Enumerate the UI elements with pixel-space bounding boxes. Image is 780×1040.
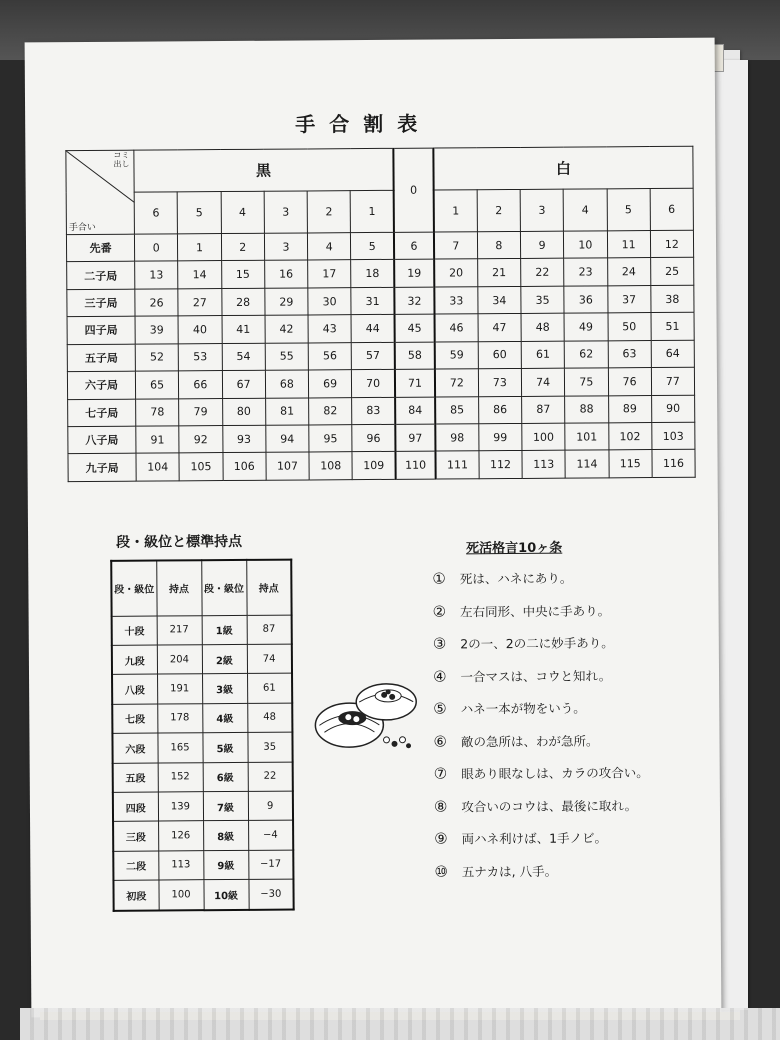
points-cell: −4 — [248, 820, 293, 850]
handicap-cell: 55 — [265, 343, 308, 371]
handicap-cell: 20 — [434, 259, 477, 287]
table-row — [112, 673, 292, 704]
table-row — [68, 422, 695, 454]
table-row — [112, 615, 292, 646]
points-cell: 9 — [248, 791, 293, 821]
handicap-cell: 42 — [265, 315, 308, 343]
handicap-cell: 45 — [395, 314, 435, 342]
points-cell: 139 — [158, 792, 203, 822]
list-item — [434, 861, 557, 880]
handicap-cell: 35 — [521, 286, 564, 314]
proverb-number: ④ — [432, 666, 447, 686]
ranks-title: 段・級位と標準持点 — [116, 533, 243, 551]
white-header: 白 — [433, 146, 693, 190]
handicap-cell: 104 — [136, 453, 179, 481]
list-item — [433, 699, 586, 718]
points-cell: 87 — [247, 615, 292, 645]
handicap-cell: 2 — [221, 233, 264, 261]
proverb-text: 両ハネ利けば、1手ノビ。 — [461, 830, 608, 847]
handicap-cell: 62 — [564, 341, 607, 369]
table-row — [113, 791, 293, 822]
handicap-cell: 84 — [395, 397, 435, 425]
table-row — [67, 367, 694, 399]
handicap-cell: 65 — [135, 371, 178, 399]
handicap-cell: 60 — [478, 341, 521, 369]
handicap-cell: 9 — [520, 231, 563, 259]
handicap-cell: 54 — [222, 343, 265, 371]
handicap-cell: 19 — [394, 259, 434, 287]
rank-cell: 1級 — [202, 615, 247, 645]
handicap-cell: 1 — [178, 234, 221, 262]
rank-cell: 八段 — [112, 674, 157, 704]
proverb-text: 左右同形、中央に手あり。 — [459, 602, 611, 619]
handicap-cell: 95 — [309, 425, 352, 453]
handicap-cell: 66 — [179, 371, 222, 399]
handicap-cell: 59 — [435, 341, 478, 369]
proverb-text: 五ナカは, 八手。 — [461, 863, 558, 879]
proverb-number: ⑩ — [434, 861, 448, 881]
rank-cell: 九段 — [112, 645, 157, 675]
handicap-row-label: 五子局 — [67, 344, 135, 372]
handicap-cell: 40 — [178, 316, 221, 344]
rank-cell: 三段 — [113, 821, 158, 851]
handicap-cell: 71 — [395, 369, 435, 397]
points-cell: 48 — [247, 703, 292, 733]
rank-cell: 3級 — [202, 674, 247, 704]
table-corner-cell — [66, 150, 135, 234]
points-cell: −17 — [248, 850, 293, 880]
table-row — [66, 230, 693, 262]
table-row — [113, 850, 293, 881]
handicap-cell: 46 — [435, 314, 478, 342]
table-row — [68, 395, 695, 427]
handicap-cell: 18 — [351, 260, 394, 288]
handicap-cell: 4 — [307, 233, 350, 261]
handicap-cell: 102 — [608, 423, 651, 451]
handicap-cell: 31 — [351, 287, 394, 315]
handicap-cell: 21 — [477, 259, 520, 287]
proverb-text: ハネ一本が物をいう。 — [460, 700, 586, 717]
table-row — [67, 258, 694, 290]
rank-cell: 初段 — [113, 880, 158, 911]
black-komi-col-header: 4 — [221, 191, 265, 233]
handicap-cell: 78 — [136, 398, 179, 426]
handicap-cell: 83 — [352, 397, 395, 425]
rank-cell: 五段 — [113, 763, 158, 793]
rank-cell: 2級 — [202, 644, 247, 674]
points-cell: 100 — [158, 880, 203, 911]
handicap-cell: 13 — [135, 261, 178, 289]
handicap-cell: 75 — [565, 368, 608, 396]
handicap-cell: 109 — [352, 452, 395, 480]
handicap-cell: 77 — [651, 367, 694, 395]
list-item — [434, 796, 637, 815]
rank-cell: 六段 — [112, 733, 157, 763]
handicap-cell: 17 — [308, 260, 351, 288]
handicap-cell: 94 — [266, 425, 309, 453]
rank-cell: 七段 — [112, 704, 157, 734]
handicap-row-label: 六子局 — [67, 371, 135, 399]
table-row — [113, 879, 293, 911]
points-cell: 74 — [247, 644, 292, 674]
list-item — [433, 601, 611, 620]
handicap-table — [65, 146, 695, 482]
white-komi-col-header: 4 — [563, 189, 607, 231]
points-cell: 217 — [157, 615, 202, 645]
handicap-cell: 28 — [221, 288, 264, 316]
points-cell: 113 — [158, 850, 203, 880]
white-komi-col-header: 3 — [520, 189, 564, 231]
handicap-cell: 100 — [522, 423, 565, 451]
handicap-cell: 107 — [266, 452, 309, 480]
list-item — [433, 731, 598, 750]
handicap-cell: 64 — [651, 340, 694, 368]
handicap-cell: 27 — [178, 288, 221, 316]
table-row — [113, 762, 293, 793]
handicap-cell: 116 — [652, 450, 695, 478]
go-stone-bowls-illustration — [304, 670, 425, 761]
corner-teai-label: 手合い — [68, 222, 96, 234]
handicap-cell: 29 — [265, 288, 308, 316]
handicap-cell: 87 — [522, 396, 565, 424]
handicap-row-label: 七子局 — [68, 399, 136, 427]
page-title: 手合割表 — [295, 111, 432, 137]
proverb-text: 死は、ハネにあり。 — [459, 570, 573, 587]
rank-cell: 十段 — [112, 616, 157, 646]
handicap-row-label: 九子局 — [68, 454, 136, 482]
black-komi-col-header: 2 — [307, 191, 351, 233]
handicap-cell: 10 — [564, 231, 607, 259]
document-page — [25, 38, 722, 1018]
handicap-cell: 111 — [435, 451, 478, 479]
list-item — [433, 633, 614, 652]
proverb-text: 2の一、2の二に妙手あり。 — [460, 635, 614, 652]
white-komi-col-header: 6 — [650, 188, 694, 230]
points-cell: 152 — [158, 762, 203, 792]
handicap-cell: 81 — [265, 398, 308, 426]
points-cell: 191 — [157, 674, 202, 704]
black-header: 黒 — [134, 148, 394, 192]
rank-cell: 四段 — [113, 792, 158, 822]
handicap-cell: 44 — [351, 315, 394, 343]
rank-cell: 10級 — [203, 880, 248, 911]
handicap-cell: 73 — [478, 369, 521, 397]
proverb-text: 攻合いのコウは、最後に取れ。 — [461, 797, 638, 814]
handicap-cell: 48 — [521, 313, 564, 341]
black-komi-col-header: 5 — [177, 192, 221, 234]
handicap-cell: 88 — [565, 395, 608, 423]
handicap-row-label: 八子局 — [68, 426, 136, 454]
handicap-cell: 32 — [394, 287, 434, 315]
handicap-cell: 105 — [179, 453, 222, 481]
rank-cell: 7級 — [203, 791, 248, 821]
handicap-cell: 25 — [650, 258, 693, 286]
handicap-cell: 0 — [134, 234, 177, 262]
rank-cell: 6級 — [203, 762, 248, 792]
white-komi-col-header: 5 — [607, 189, 651, 231]
handicap-cell: 112 — [479, 451, 522, 479]
handicap-cell: 106 — [222, 453, 265, 481]
table-row — [112, 703, 292, 734]
handicap-cell: 16 — [264, 260, 307, 288]
list-item — [433, 666, 611, 685]
rank-cell: 4級 — [202, 703, 247, 733]
corner-komi-label: コミ 出し — [113, 150, 130, 169]
handicap-cell: 23 — [564, 258, 607, 286]
handicap-cell: 96 — [352, 424, 395, 452]
handicap-cell: 115 — [608, 450, 651, 478]
proverb-number: ⑧ — [433, 796, 448, 816]
handicap-cell: 37 — [607, 285, 650, 313]
handicap-cell: 34 — [478, 286, 521, 314]
handicap-cell: 70 — [352, 369, 395, 397]
points-cell: 22 — [248, 762, 293, 792]
proverb-number: ⑨ — [434, 829, 448, 848]
ranks-header-rank: 段・級位 — [111, 561, 156, 616]
black-komi-col-header: 1 — [350, 190, 394, 232]
handicap-cell: 6 — [394, 232, 434, 260]
points-cell: 61 — [247, 673, 292, 703]
handicap-cell: 11 — [607, 231, 650, 259]
list-item — [434, 828, 607, 847]
handicap-cell: 50 — [608, 313, 651, 341]
handicap-cell: 110 — [395, 452, 435, 480]
handicap-cell: 33 — [434, 287, 477, 315]
proverb-number: ② — [432, 601, 447, 621]
table-row — [112, 644, 292, 675]
rank-cell: 8級 — [203, 821, 248, 851]
black-komi-col-header: 6 — [134, 192, 178, 234]
points-cell: 126 — [158, 821, 203, 851]
ranks-header-points: 持点 — [246, 560, 291, 615]
handicap-cell: 101 — [565, 423, 608, 451]
handicap-row-label: 先番 — [66, 234, 134, 262]
ranks-table — [110, 559, 294, 912]
proverb-text: 敵の急所は、わが急所。 — [460, 732, 599, 749]
handicap-cell: 114 — [565, 450, 608, 478]
handicap-cell: 97 — [395, 424, 435, 452]
table-row — [112, 732, 292, 763]
handicap-cell: 53 — [178, 343, 221, 371]
proverb-number: ⑦ — [433, 764, 448, 783]
zero-column-header: 0 — [393, 148, 434, 232]
proverb-number: ⑥ — [433, 731, 448, 751]
points-cell: 178 — [157, 703, 202, 733]
handicap-cell: 113 — [522, 451, 565, 479]
list-item — [432, 569, 572, 588]
list-item — [434, 763, 649, 783]
handicap-cell: 67 — [222, 370, 265, 398]
handicap-cell: 56 — [308, 342, 351, 370]
handicap-cell: 3 — [264, 233, 307, 261]
handicap-cell: 26 — [135, 289, 178, 317]
proverb-number: ⑤ — [433, 699, 447, 718]
handicap-cell: 22 — [521, 259, 564, 287]
handicap-cell: 72 — [435, 369, 478, 397]
handicap-cell: 61 — [521, 341, 564, 369]
handicap-cell: 89 — [608, 395, 651, 423]
proverb-text: 眼あり眼なしは、カラの攻合い。 — [461, 765, 649, 782]
handicap-cell: 41 — [222, 316, 265, 344]
handicap-cell: 69 — [308, 370, 351, 398]
points-cell: −30 — [248, 879, 293, 910]
points-cell: 204 — [157, 645, 202, 675]
handicap-cell: 76 — [608, 368, 651, 396]
handicap-row-label: 二子局 — [67, 262, 135, 290]
plastic-sleeve-edge — [20, 1008, 780, 1040]
handicap-cell: 15 — [221, 261, 264, 289]
handicap-cell: 57 — [351, 342, 394, 370]
handicap-cell: 12 — [650, 230, 693, 258]
handicap-cell: 79 — [179, 398, 222, 426]
points-cell: 165 — [157, 733, 202, 763]
handicap-cell: 85 — [435, 396, 478, 424]
black-komi-col-header: 3 — [264, 191, 308, 233]
handicap-cell: 43 — [308, 315, 351, 343]
handicap-cell: 93 — [222, 425, 265, 453]
proverb-number: ③ — [432, 634, 447, 653]
handicap-cell: 80 — [222, 398, 265, 426]
handicap-cell: 36 — [564, 286, 607, 314]
handicap-cell: 92 — [179, 426, 222, 454]
handicap-cell: 38 — [651, 285, 694, 313]
proverb-number: ① — [432, 569, 446, 588]
handicap-cell: 5 — [351, 232, 394, 260]
handicap-cell: 68 — [265, 370, 308, 398]
table-row — [68, 450, 695, 482]
handicap-cell: 98 — [435, 424, 478, 452]
handicap-cell: 51 — [651, 313, 694, 341]
handicap-cell: 91 — [136, 426, 179, 454]
handicap-cell: 14 — [178, 261, 221, 289]
white-komi-col-header: 2 — [477, 189, 521, 231]
handicap-cell: 52 — [135, 344, 178, 372]
handicap-cell: 74 — [521, 368, 564, 396]
handicap-cell: 7 — [434, 232, 477, 260]
rank-cell: 9級 — [203, 850, 248, 880]
ranks-header-points: 持点 — [156, 560, 201, 615]
handicap-row-label: 三子局 — [67, 289, 135, 317]
points-cell: 35 — [247, 732, 292, 762]
handicap-cell: 82 — [309, 397, 352, 425]
handicap-cell: 103 — [652, 422, 695, 450]
table-row — [67, 340, 694, 372]
handicap-cell: 49 — [564, 313, 607, 341]
handicap-cell: 63 — [608, 340, 651, 368]
handicap-cell: 39 — [135, 316, 178, 344]
white-komi-col-header: 1 — [434, 190, 478, 232]
proverb-text: 一合マスは、コウと知れ。 — [460, 667, 612, 684]
handicap-cell: 108 — [309, 452, 352, 480]
handicap-cell: 47 — [478, 314, 521, 342]
table-row — [67, 313, 694, 345]
handicap-cell: 90 — [651, 395, 694, 423]
handicap-cell: 86 — [478, 396, 521, 424]
rank-cell: 二段 — [113, 851, 158, 881]
handicap-cell: 58 — [395, 342, 435, 370]
handicap-cell: 8 — [477, 231, 520, 259]
table-row — [67, 285, 694, 317]
table-row — [113, 820, 293, 851]
proverbs-title: 死活格言10ヶ条 — [466, 540, 563, 557]
handicap-cell: 99 — [479, 423, 522, 451]
handicap-cell: 24 — [607, 258, 650, 286]
rank-cell: 5級 — [202, 733, 247, 763]
handicap-cell: 30 — [308, 287, 351, 315]
handicap-row-label: 四子局 — [67, 316, 135, 344]
ranks-header-rank: 段・級位 — [201, 560, 246, 615]
